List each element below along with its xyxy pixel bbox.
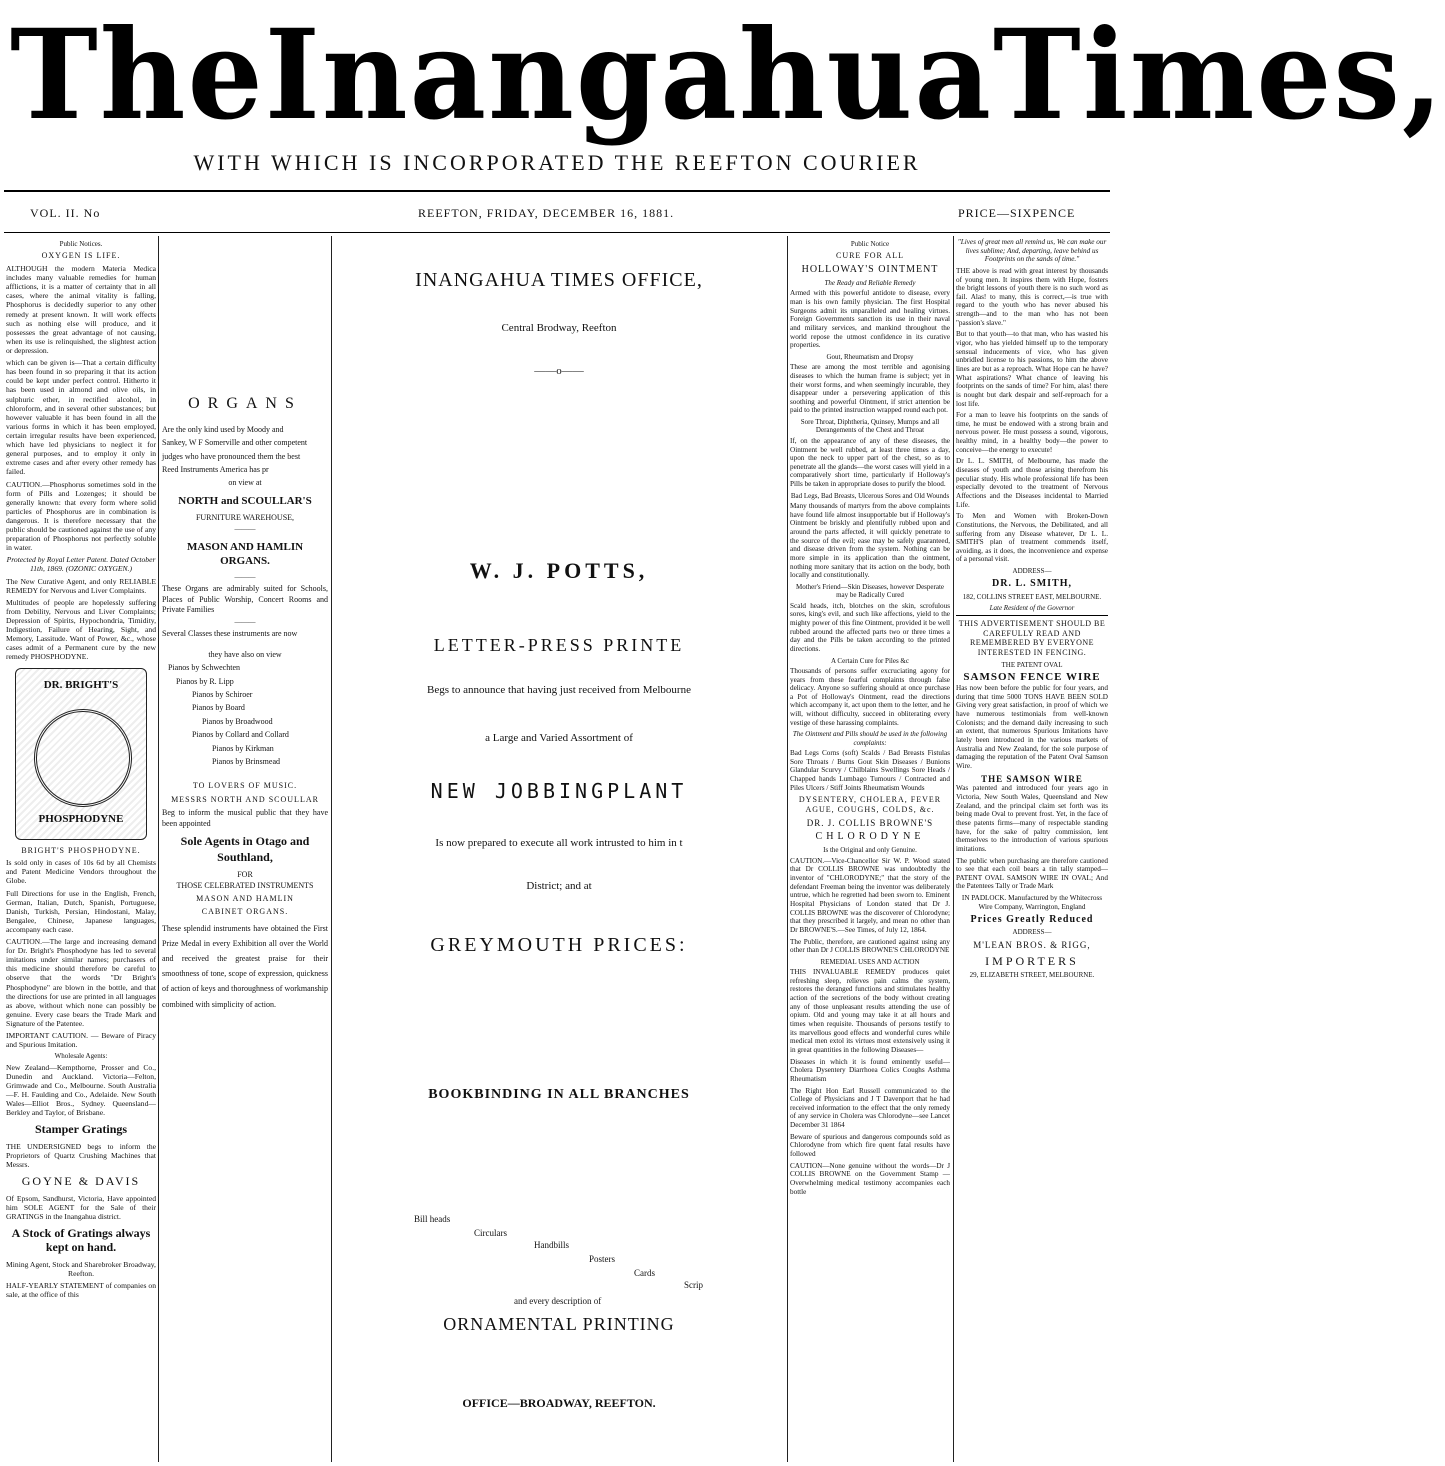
ad-text: THE above is read with great interest by thousands of young men. It inspires them with Hope, fosters the bright lessons of youth there is no such word as fail. Alas! to many, this is correct,—is true with regard to the youth who has never abused his strength—and to the man who has not been "passion's slave." — [956, 266, 1108, 327]
piano-item: Pianos by Kirkman — [212, 743, 274, 753]
work-item: Bill heads — [414, 1213, 451, 1224]
ad-text: HALF-YEARLY STATEMENT of companies on sale, at the office of this — [6, 1280, 156, 1299]
ad-text: Reed Instruments America has pr — [162, 464, 269, 474]
goyne-davis: GOYNE & DAVIS — [21, 1174, 141, 1189]
poem: "Lives of great men all remind us, We can make our lives sublime; And, departing, leave behind us Footprints on the sands of time." — [957, 238, 1107, 264]
volume-number: VOL. II. No — [30, 206, 101, 220]
ad-text: Sankey, W F Somerville and other competent — [162, 438, 308, 448]
samson-fence-wire: SAMSON FENCE WIRE — [963, 671, 1101, 683]
ad-text: Of Epsom, Sandhurst, Victoria, Have appointed him SOLE AGENT for the Sale of their GRATINGS in the Inangahua district. — [6, 1193, 156, 1221]
work-item: and every description of — [514, 1295, 602, 1306]
piano-item: Pianos by R. Lipp — [176, 676, 234, 686]
work-item: Handbills — [534, 1239, 569, 1250]
piano-item: Pianos by Collard and Collard — [192, 730, 289, 740]
ad-text: For a man to leave his footprints on the sands of time, he must be endowed with a strong brain and nervous power. He must possess a sound, vigorous, healthy mind, in a healthy body—the power to conceive—the energy to execute! — [956, 411, 1108, 454]
price: PRICE—SIXPENCE — [958, 206, 1076, 220]
ad-text: Diseases in which it is found eminently useful—Cholera Dysentery Diarrhoea Colics Coughs Asthma Rheumatism — [790, 1057, 950, 1083]
subheading: Gout, Rheumatism and Dropsy — [826, 352, 914, 361]
ad-text: CAUTION.—Vice-Chancellor Sir W. P. Wood stated that Dr COLLIS BROWNE was undoubtedly the inventor of "CHLORODYNE;" that the story of the defendant Freeman being the inventor was deliberately untrue, which he regretted had been sworn to. Eminent Hospital Physicians of London stated that Dr J. COLLIS BROWNE was the discoverer of Chlorodyne; that they prescribed it largely, and mean no other than Dr BROWNE'S.—See Times, of July 12, 1864. — [790, 856, 950, 934]
subheading: The Ointment and Pills should be used in the following complaints: — [792, 730, 948, 747]
subheading: Mother's Friend—Skin Diseases, however Desperate may be Radically Cured — [795, 582, 945, 600]
ad-text: Mining Agent, Stock and Sharebroker Broadway, Reefton. — [6, 1259, 156, 1278]
samson-wire-heading: THE SAMSON WIRE — [981, 773, 1083, 784]
collis-browne: DR. J. COLLIS BROWNE'S — [806, 817, 934, 828]
piano-item: Pianos by Schiroer — [192, 690, 253, 700]
issue-date: REEFTON, FRIDAY, DECEMBER 16, 1881. — [418, 206, 675, 220]
address-heading: ADDRESS— — [1012, 567, 1052, 576]
ornamental-printing: ORNAMENTAL PRINTING — [443, 1313, 675, 1334]
ad-text: New Zealand—Kempthorne, Prosser and Co., Dunedin and Auckland. Victoria—Felton, Grimwade and Co., Melbourne. South Australia—F. H. Faulding and Co., Adelaide. New South Wales—Elliot Bros., Sydney. Queensland—Berkley and Taylor, of Brisbane. — [6, 1062, 156, 1118]
ad-text: If, on the appearance of any of these diseases, the Ointment be well rubbed, at least three times a day, upon the neck to upper part of the chest, so as to penetrate all the glands—the worst cases will yield in a comparatively short time, particularly if Holloway's Pills be taken in appropriate doses to purify the blood. — [790, 436, 950, 489]
for-label: FOR — [237, 870, 253, 880]
ad-text: CAUTION.—Phosphorus sometimes sold in the form of Pills and Lozenges; it should be generally known: that every form where solid particles of Phosphorus are in combination is dangerous. It is therefore necessary that the public should be cautioned against the use of any preparation of Phosphorus not perfectly soluble in water. — [6, 479, 156, 553]
office-title: INANGAHUA TIMES OFFICE, — [415, 269, 703, 291]
printer-trade: LETTER-PRESS PRINTE — [433, 634, 685, 655]
ad-text: IN PADLOCK. Manufactured by the Whitecross Wire Company, Warrington, England — [961, 894, 1103, 911]
mason-hamlin: MASON AND HAMLIN ORGANS. — [186, 540, 304, 567]
ad-text: Dr L. L. SMITH, of Melbourne, has made the diseases of youth and those arising therefrom his peculiar study. His whole professional life has been especially devoted to the treatment of Nervous Affections and the Diseases incidental to Married Life. — [956, 457, 1108, 509]
importers: IMPORTERS — [985, 953, 1079, 968]
subheading: Is the Original and only Genuine. — [823, 846, 917, 855]
complaints-list: Bad Legs Corns (soft) Scalds / Bad Breasts Fistulas Sore Throats / Burns Gout Skin Diseases / Bunions Glandular Scurvy / Chilblains Swellings Sore Heads / Chapped hands Lumbago Tumours / Contracted and Piles Ulcers / Stiff Joints Rheumatism Wounds — [790, 749, 950, 792]
ad-text: ALTHOUGH the modern Materia Medica includes many valuable remedies for human afflictions, it is a matter of certainty that in all cases, where the animal vitality is falling, Phosphorus is decidedly superior to any other remedy at present known. It will work effects such as nothing else will produce, and it possesses the great advantage of not causing, when its use is relinquished, the slightest action or depression. — [6, 263, 156, 355]
masthead-title-times: Times, — [992, 1, 1445, 148]
ad-text: District; and at — [526, 879, 592, 892]
ad-text: Has now been before the public for four years, and during that time 5000 TONS HAVE BEEN SOLD Giving very great satisfaction, in proof of which we have numerous testimonials from well-known Colonists; and the demand daily increasing to such an extent, that numerous Spurious Imitations have lately been introduced in the various markets of Australia and New Zealand, for the sole purpose of damaging the reputation of the Patent Oval Samson Wire. — [956, 684, 1108, 770]
column-divider — [953, 236, 954, 1462]
smith-address: 182, COLLINS STREET EAST, MELBOURNE. — [962, 593, 1102, 602]
column-divider — [331, 236, 332, 1462]
ad-text: These splendid instruments have obtained the First Prize Medal in every Exhibition all over the World and received the greatest praise for their smoothness of tone, scope of expression, quickness of action of keys and thoroughness of workmanship combined with simplicity of action. — [162, 923, 328, 1009]
ad-text: on view at — [228, 478, 262, 488]
dateline-rule — [4, 232, 1110, 233]
seal-text-top: DR. BRIGHT'S — [43, 678, 119, 691]
patent-oval: THE PATENT OVAL — [1001, 660, 1063, 669]
dr-smith: DR. L. SMITH, — [992, 578, 1072, 590]
ad-text: These are among the most terrible and agonising diseases to which the human frame is subject; yet in their worst forms, and when seemingly incurable, they disappear under a persevering application of this soothing and powerful Ointment, if strict attention be paid to the printed instruction wrapped round each pot. — [790, 363, 950, 415]
address-heading: ADDRESS— — [1012, 928, 1052, 937]
subheading: REMEDIAL USES AND ACTION — [820, 957, 920, 966]
ad-text: Full Directions for use in the English, French, German, Italian, Dutch, Spanish, Portuguese, Danish, Turkish, Persian, Hindostani, Malay, Bengalee, Chinese, Japanese languages, accompany each case. — [6, 888, 156, 934]
ad-text: a Large and Varied Assortment of — [485, 731, 633, 744]
cabinet-organs: CABINET ORGANS. — [201, 907, 289, 917]
ad-text: Armed with this powerful antidote to disease, every man is his own family physician. The first Hospital Surgeons admit its unparalleled and healing virtues. Foreign Governments sanction its use in their naval and military services, and mankind throughout the world repose the utmost confidence in its curative properties. — [790, 289, 950, 350]
separator: ——— — [234, 525, 256, 534]
greymouth-prices: GREYMOUTH PRICES: — [430, 934, 688, 957]
work-item: Posters — [589, 1253, 616, 1264]
subheading: The Ready and Reliable Remedy — [824, 278, 916, 287]
jobbing-plant: NEW JOBBINGPLANT — [430, 778, 688, 803]
ad-text: Begs to announce that having just received from Melbourne — [427, 684, 691, 697]
furniture-warehouse: FURNITURE WAREHOUSE, — [195, 513, 295, 523]
masthead — [0, 0, 1445, 150]
work-item: Circulars — [474, 1227, 507, 1238]
cure-heading: CURE FOR ALL — [835, 251, 904, 261]
ad-text: Multitudes of people are hopelessly suffering from Debility, Nervous and Liver Complaints; Depression of Spirits, Hypochondria, Timidity, Indigestion, Failure of Hearing, Sight, and Memory, Lassitude. Want of Power, &c., whose cases admit of a Permanent cure by the new remedy PHOSPHODYNE. — [6, 597, 156, 662]
column-3-printing-ad — [334, 238, 784, 1458]
ad-heading-oxygen: OXYGEN IS LIFE. — [41, 251, 121, 261]
work-item: Scrip — [684, 1279, 703, 1290]
ad-text: CAUTION—None genuine without the words—Dr J COLLIS BROWNE on the Government Stamp — Overwhelming medical testimony accompanies each bottle — [790, 1161, 950, 1196]
ad-text: Are the only kind used by Moody and — [162, 424, 284, 434]
ad-text: which can be given is—That a certain difficulty has been found in so preparing it that its action could be kept under perfect control. Hitherto it has been used in almond and olive oils, in sulphuric ether, in rectified alcohol, in chloroform, and in several other substances; but however valuable it has been found in all the various forms in which it has been employed, certain irregular results have been experienced, which have led physicians to neglect it for general purposes, and to employ it only in extreme cases and after every other remedy has failed. — [6, 358, 156, 477]
ad-text: Thousands of persons suffer excruciating agony for years from these fearful complaints through false delicacy. Anyone so suffering should at once purchase a Pot of Holloway's Ointment, read the directions which accompany it, act upon them to the letter, and he will, without difficulty, succeed in obliterating every vestige of these harassing complaints. — [790, 666, 950, 727]
agents-heading: Wholesale Agents: — [54, 1052, 108, 1061]
ad-text: The public when purchasing are therefore cautioned to see that each coil bears a tin tally stamped—PATENT OVAL SAMSON WIRE IN OVAL; And the Patentees Tally or Trade Mark — [956, 856, 1108, 891]
seal-ring — [34, 709, 132, 807]
ad-text: The New Curative Agent, and only RELIABLE REMEDY for Nervous and Liver Complaints. — [6, 576, 156, 595]
separator: ——o—— — [534, 365, 584, 378]
column-2 — [162, 238, 328, 1458]
phosphodyne-seal-image — [15, 668, 147, 840]
chlorodyne: CHLORODYNE — [815, 831, 925, 843]
holloway-heading: HOLLOWAY'S OINTMENT — [801, 263, 939, 275]
office-footer: OFFICE—BROADWAY, REEFTON. — [462, 1395, 656, 1410]
column-divider — [787, 236, 788, 1462]
work-item: Cards — [634, 1267, 655, 1278]
ad-text: Scald heads, itch, blotches on the skin, scrofulous sores, king's evil, and such like affections, yield to the mighty power of this fine Ointment, provided it be well rubbed around the affected parts two or three times a day and the Pills be taken according to the printed directions. — [790, 601, 950, 653]
separator: ——— — [234, 573, 256, 582]
ad-text: Several Classes these instruments are now — [162, 629, 298, 639]
subheading: Bad Legs, Bad Breasts, Ulcerous Sores and Old Wounds — [790, 491, 950, 500]
piano-item: Pianos by Schwechten — [168, 663, 240, 673]
masthead-title-the: The — [10, 1, 265, 148]
column-4 — [790, 238, 950, 1458]
piano-item: Pianos by Brinsmead — [212, 757, 280, 766]
separator: ——— — [234, 618, 256, 627]
ad-text: they have also on view — [208, 649, 282, 659]
column-1 — [6, 238, 156, 1458]
masthead-rule — [4, 190, 1110, 192]
smith-note: Late Resident of the Governor — [989, 603, 1075, 612]
patent-notice: Protected by Royal Letter Patent. Dated October 11th, 1869. (OZONIC OXYGEN.) — [6, 555, 156, 574]
ad-text: THE UNDERSIGNED begs to inform the Proprietors of Quartz Crushing Machines that Messrs. — [6, 1141, 156, 1170]
ad-heading-brights: BRIGHT'S PHOSPHODYNE. — [21, 845, 141, 855]
those-celebrated: THOSE CELEBRATED INSTRUMENTS — [176, 880, 314, 890]
column-5 — [956, 238, 1108, 1458]
ad-text: Many thousands of martyrs from the above complaints have found life almost insupportable but if Holloway's Ointment be briskly and plentifully rubbed upon and around the parts affected, it will quickly penetrate to the source of the evil; ease may be safely guaranteed, and disease driven from the system. Nothing can be more simple in its application than the ointment, nothing more sanitary that its action on the body, both locally and constitutionally. — [790, 502, 950, 580]
messrs-north: MESSRS NORTH AND SCOULLAR — [171, 794, 319, 804]
stock-heading: A Stock of Gratings always kept on hand. — [11, 1225, 151, 1255]
elizabeth-street: 29, ELIZABETH STREET, MELBOURNE. — [969, 970, 1095, 979]
mason-hamlin-2: MASON AND HAMLIN — [196, 893, 294, 903]
column-divider — [158, 236, 159, 1462]
ad-text: These Organs are admirably suited for Schools, Places of Public Worship, Concert Rooms and Private Families — [162, 584, 328, 614]
ad-heading-lovers: TO LOVERS OF MUSIC. — [192, 781, 298, 791]
piano-item: Pianos by Broadwood — [202, 716, 273, 726]
ad-heading-stamper: Stamper Gratings — [34, 1122, 128, 1137]
ad-text: To Men and Women with Broken-Down Constitutions, the Nervous, the Debilitated, and all suffering from any Disease whatever, Dr L. L. SMITH'S plan of treatment commends itself, avoiding, as it does, the inconvenience and expense of a personal visit. — [956, 512, 1108, 564]
office-address: Central Brodway, Reefton — [501, 322, 617, 334]
ad-text: But to that youth—to that man, who has wasted his vigor, who has yielded himself up to the temporary sensual inducements of vice, who has given unbridled license to his passions, to him the above lines are but as a reproach. What Hope can he have? What aspirations? What chance of leaving his footprints on the sands of time? For him, alas! there is nought but dark despair and self-reproach for a lost life. — [956, 330, 1108, 408]
ad-text: Beg to inform the musical public that they have been appointed — [162, 808, 328, 828]
ad-rule — [956, 615, 1108, 616]
sole-agents: Sole Agents in Otago and Southland, — [180, 833, 310, 864]
section-heading: Public Notice — [850, 240, 890, 248]
ad-text: IMPORTANT CAUTION. — Beware of Piracy and Spurious Imitation. — [6, 1031, 156, 1050]
ad-text: Is now prepared to execute all work intrusted to him in t — [435, 836, 683, 849]
printer-name: W. J. POTTS, — [469, 558, 649, 584]
ad-text: CAUTION.—The large and increasing demand for Dr. Bright's Phosphodyne has led to several imitations under similar names; purchasers of this medicine should therefore be careful to observe that the words "Dr Bright's Phosphodyne" are blown in the bottle, and that the directions for use are printed in all languages as above, without which none can possibly be genuine. Every case bears the Trade Mark and Signature of the Patentee. — [6, 937, 156, 1029]
seal-text-bottom: PHOSPHODYNE — [38, 812, 124, 825]
masthead-subtitle: WITH WHICH IS INCORPORATED THE REEFTON COURIER — [193, 150, 921, 175]
dysentery-heading: DYSENTERY, CHOLERA, FEVER AGUE, COUGHS, COLDS, &c. — [798, 795, 942, 814]
torn-area — [162, 238, 328, 388]
ad-heading-organs: ORGANS — [188, 395, 302, 412]
piano-item: Pianos by Board — [192, 703, 245, 713]
bookbinding: BOOKBINDING IN ALL BRANCHES — [428, 1087, 690, 1103]
ad-text: Was patented and introduced four years ago in Victoria, New South Wales, Queensland and New Zealand, and the principal claim set forth was its being made Oval to prevent frost. Yet, in the face of these patents firms—many of respectable standing have, for the sake of paltry commission, lent themselves to the introduction of various spurious imitations. — [956, 784, 1108, 853]
north-scoullar: NORTH and SCOULLAR'S — [178, 494, 312, 507]
subheading: Sore Throat, Diphtheria, Quinsey, Mumps and all Derangements of the Chest and Throat — [800, 418, 940, 435]
ad-text: Is sold only in cases of 10s 6d by all Chemists and Patent Medicine Vendors throughout the Globe. — [6, 858, 156, 886]
fencing-notice: THIS ADVERTISEMENT SHOULD BE CAREFULLY READ AND REMEMBERED BY EVERYONE INTERESTED IN FENCING. — [958, 619, 1106, 658]
ad-text: The Public, therefore, are cautioned against using any other than Dr J COLLIS BROWNE'S CHLORODYNE — [790, 937, 950, 955]
prices-reduced: Prices Greatly Reduced — [970, 914, 1094, 926]
ad-text: THIS INVALUABLE REMEDY produces quiet refreshing sleep, relieves pain calms the system, restores the deranged functions and stimulates healthy action of the secretions of the body without creating any of those unpleasant results attending the use of opium. Old and young may take it at all hours and times when requisite. Thousands of persons testify to its marvellous good effects and wonderful cures while medical men extol its virtues most extensively using it in great quantities in the following Diseases— — [790, 968, 950, 1054]
ad-text: The Right Hon Earl Russell communicated to the College of Physicians and J T Davenport that he had received information to the effect that the only remedy of any service in Cholera was Chlorodyne—see Lancet December 31 1864 — [790, 1086, 950, 1130]
subheading: A Certain Cure for Piles &c — [831, 656, 909, 665]
ad-text: Beware of spurious and dangerous compounds sold as Chlorodyne from which fire quent fatal results have followed — [790, 1132, 950, 1158]
work-list — [334, 1214, 784, 1314]
ad-text: judges who have pronounced them the best — [162, 451, 301, 461]
mlean-bros: M'LEAN BROS. & RIGG, — [973, 939, 1091, 950]
masthead-title-inangahua: Inangahua — [264, 1, 993, 148]
section-heading: Public Notices. — [59, 240, 103, 248]
